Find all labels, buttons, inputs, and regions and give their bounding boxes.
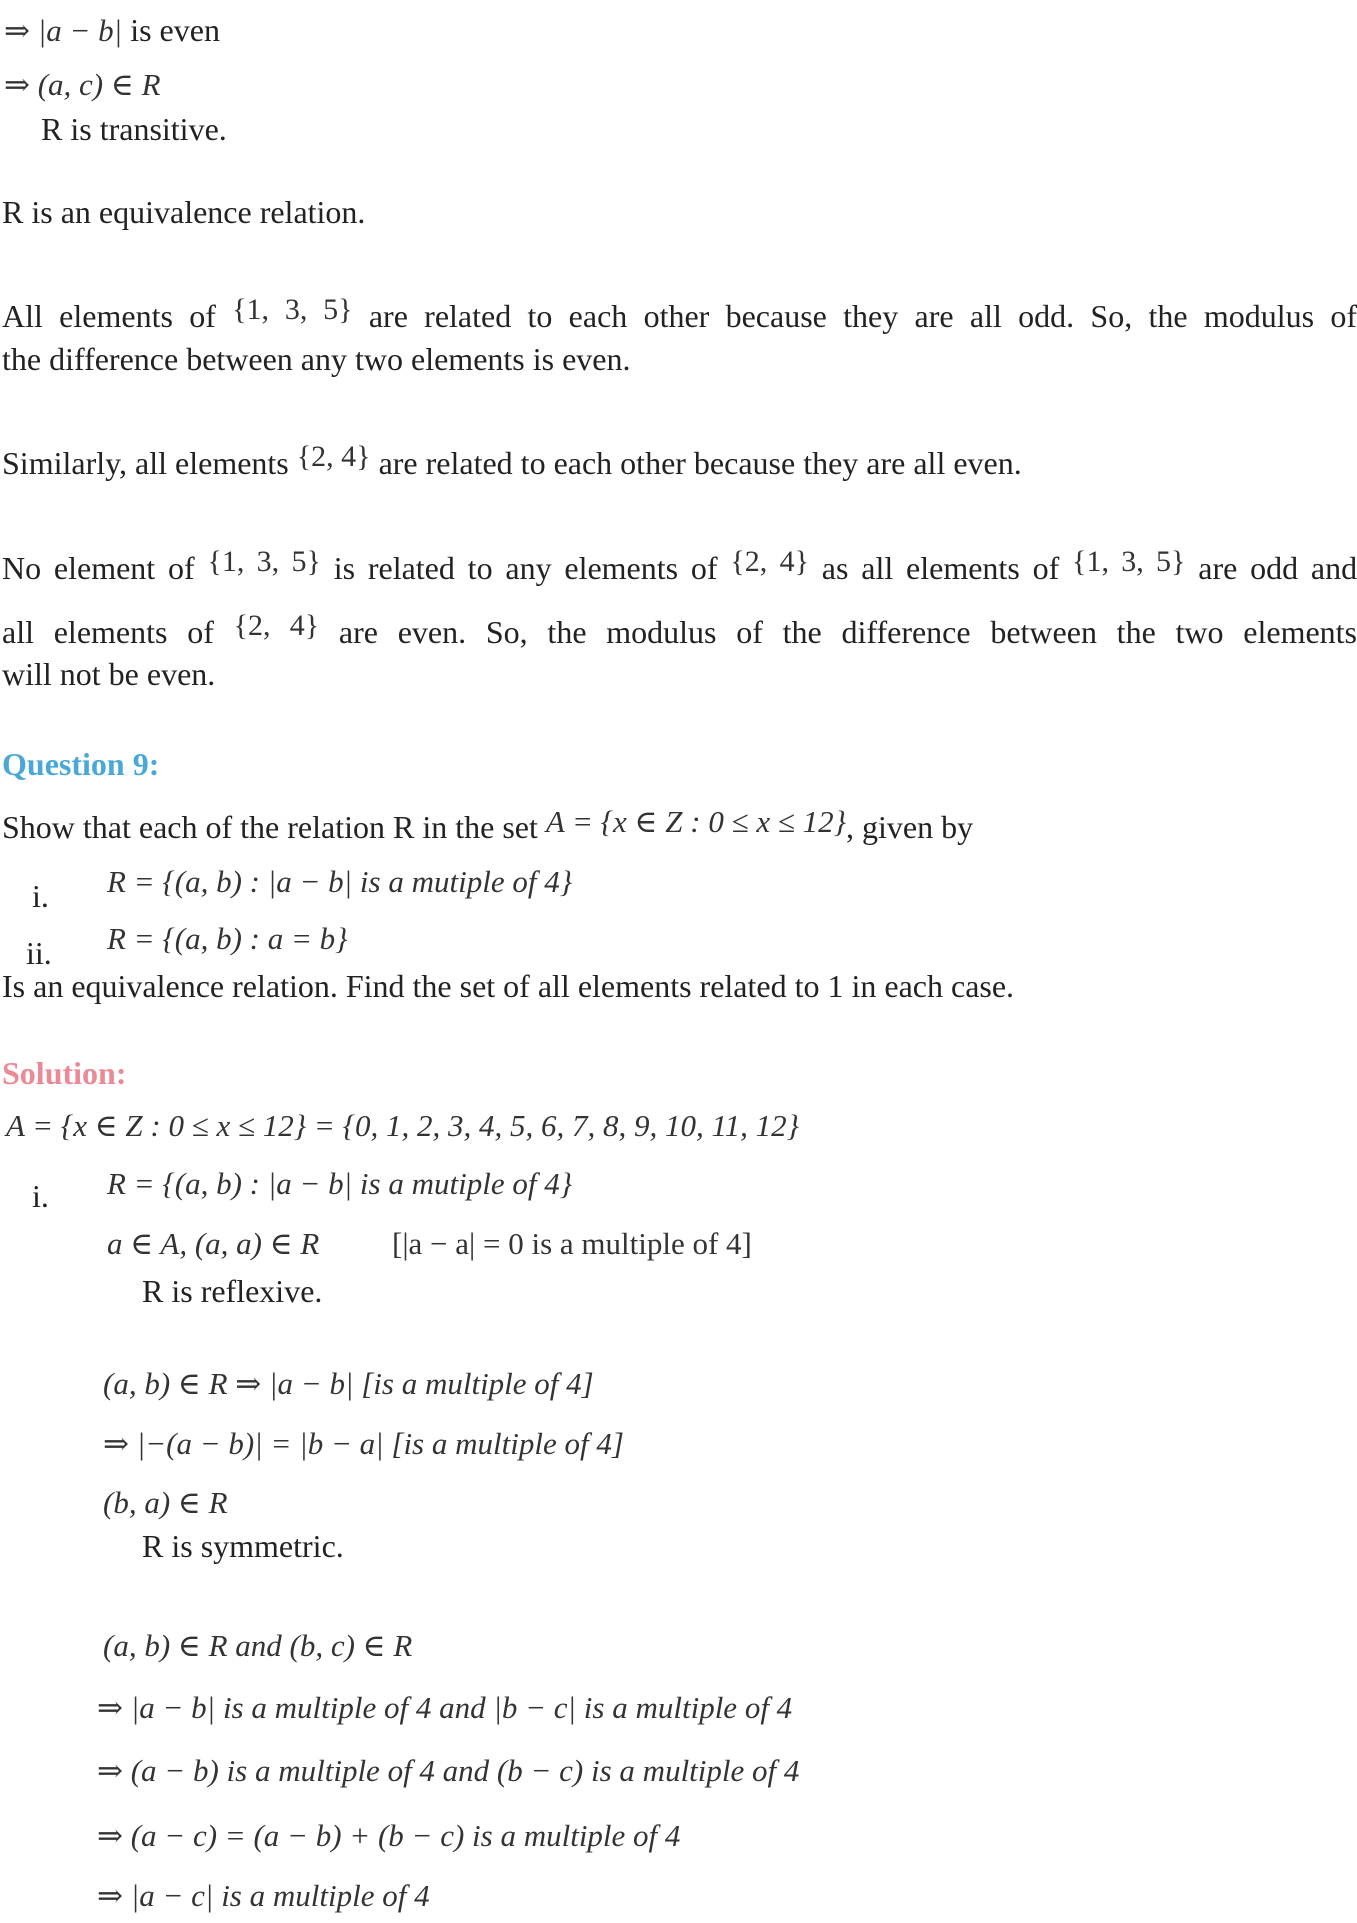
set-odd: {1, 3, 5} — [207, 545, 321, 578]
set-A-expansion: A = {x ∈ Z : 0 ≤ x ≤ 12} = {0, 1, 2, 3, 4, 5, 6, 7, 8, 9, 10, 11, 12} — [6, 1108, 800, 1143]
set-definition: A = {x ∈ Z : 0 ≤ x ≤ 12} — [545, 804, 847, 839]
item-label-ii: ii. — [26, 935, 52, 971]
part-i-label: i. — [32, 1178, 49, 1214]
transitive-step-4: ⇒ (a − c) = (a − b) + (b − c) is a multiple of 4 — [97, 1818, 681, 1853]
solution-heading: Solution: — [2, 1055, 127, 1091]
text: Similarly, all elements — [2, 445, 289, 481]
reflexive-statement: R is reflexive. — [142, 1273, 323, 1309]
text: Show that each of the relation R in the set — [2, 809, 538, 845]
set-even: {2, 4} — [730, 545, 809, 578]
transitive-statement: R is transitive. — [41, 111, 227, 147]
text: as all elements of — [821, 550, 1060, 586]
text: are even. So, the modulus of the difference between the two elements — [338, 614, 1357, 650]
paragraph-mixed-line-2 — [2, 609, 1357, 650]
paragraph-odd-line-2: the difference between any two elements is even. — [2, 341, 631, 377]
item-label-i: i. — [32, 878, 49, 914]
relation-i: R = {(a, b) : |a − b| is a mutiple of 4} — [107, 864, 573, 899]
symmetric-statement: R is symmetric. — [142, 1528, 344, 1564]
implication-line-2 — [4, 68, 161, 100]
reflexive-reason: [|a − a| = 0 is a multiple of 4] — [392, 1226, 752, 1261]
transitive-step-3: ⇒ (a − b) is a multiple of 4 and (b − c) is a multiple of 4 — [97, 1753, 800, 1788]
text: are odd and — [1198, 550, 1357, 586]
part-i-definition: R = {(a, b) : |a − b| is a mutiple of 4} — [107, 1166, 573, 1201]
question-closing: Is an equivalence relation. Find the set of all elements related to 1 in each case. — [2, 968, 1015, 1004]
text: , given by — [846, 809, 974, 845]
math-expression: ⇒ |a − b| — [4, 13, 123, 48]
paragraph-odd-line-1 — [2, 293, 1357, 334]
set-odd: {1, 3, 5} — [1072, 545, 1186, 578]
equivalence-conclusion: R is an equivalence relation. — [2, 194, 366, 230]
reflexive-condition: a ∈ A, (a, a) ∈ R — [107, 1226, 320, 1261]
text: are related to each other because they are all even. — [378, 445, 1022, 481]
text: No element of — [2, 550, 195, 586]
paragraph-mixed-line-1 — [2, 545, 1357, 586]
relation-ii: R = {(a, b) : a = b} — [107, 921, 348, 956]
transitive-step-5: ⇒ |a − c| is a multiple of 4 — [97, 1878, 430, 1913]
transitive-step-2: ⇒ |a − b| is a multiple of 4 and |b − c| is a multiple of 4 — [97, 1690, 793, 1725]
paragraph-even — [2, 440, 1022, 481]
implication-line-1 — [4, 14, 220, 46]
text: are related to each other because they are all odd. So, the modulus of — [368, 298, 1357, 334]
math-expression: ⇒ (a, c) ∈ R — [4, 67, 161, 102]
set-even: {2, 4} — [233, 609, 320, 642]
question-heading: Question 9: — [2, 746, 160, 782]
text: All elements of — [2, 298, 216, 334]
line-text: is even — [122, 12, 220, 48]
set-even: {2, 4} — [296, 440, 371, 473]
symmetric-step-2: ⇒ |−(a − b)| = |b − a| [is a multiple of 4] — [103, 1426, 624, 1461]
symmetric-step-3: (b, a) ∈ R — [103, 1485, 228, 1520]
set-odd: {1, 3, 5} — [232, 293, 353, 326]
paragraph-mixed-line-3: will not be even. — [2, 656, 216, 692]
symmetric-step-1: (a, b) ∈ R ⇒ |a − b| [is a multiple of 4] — [103, 1366, 594, 1401]
question-intro — [2, 804, 974, 845]
transitive-step-1: (a, b) ∈ R and (b, c) ∈ R — [103, 1628, 413, 1663]
text: all elements of — [2, 614, 214, 650]
text: is related to any elements of — [333, 550, 718, 586]
